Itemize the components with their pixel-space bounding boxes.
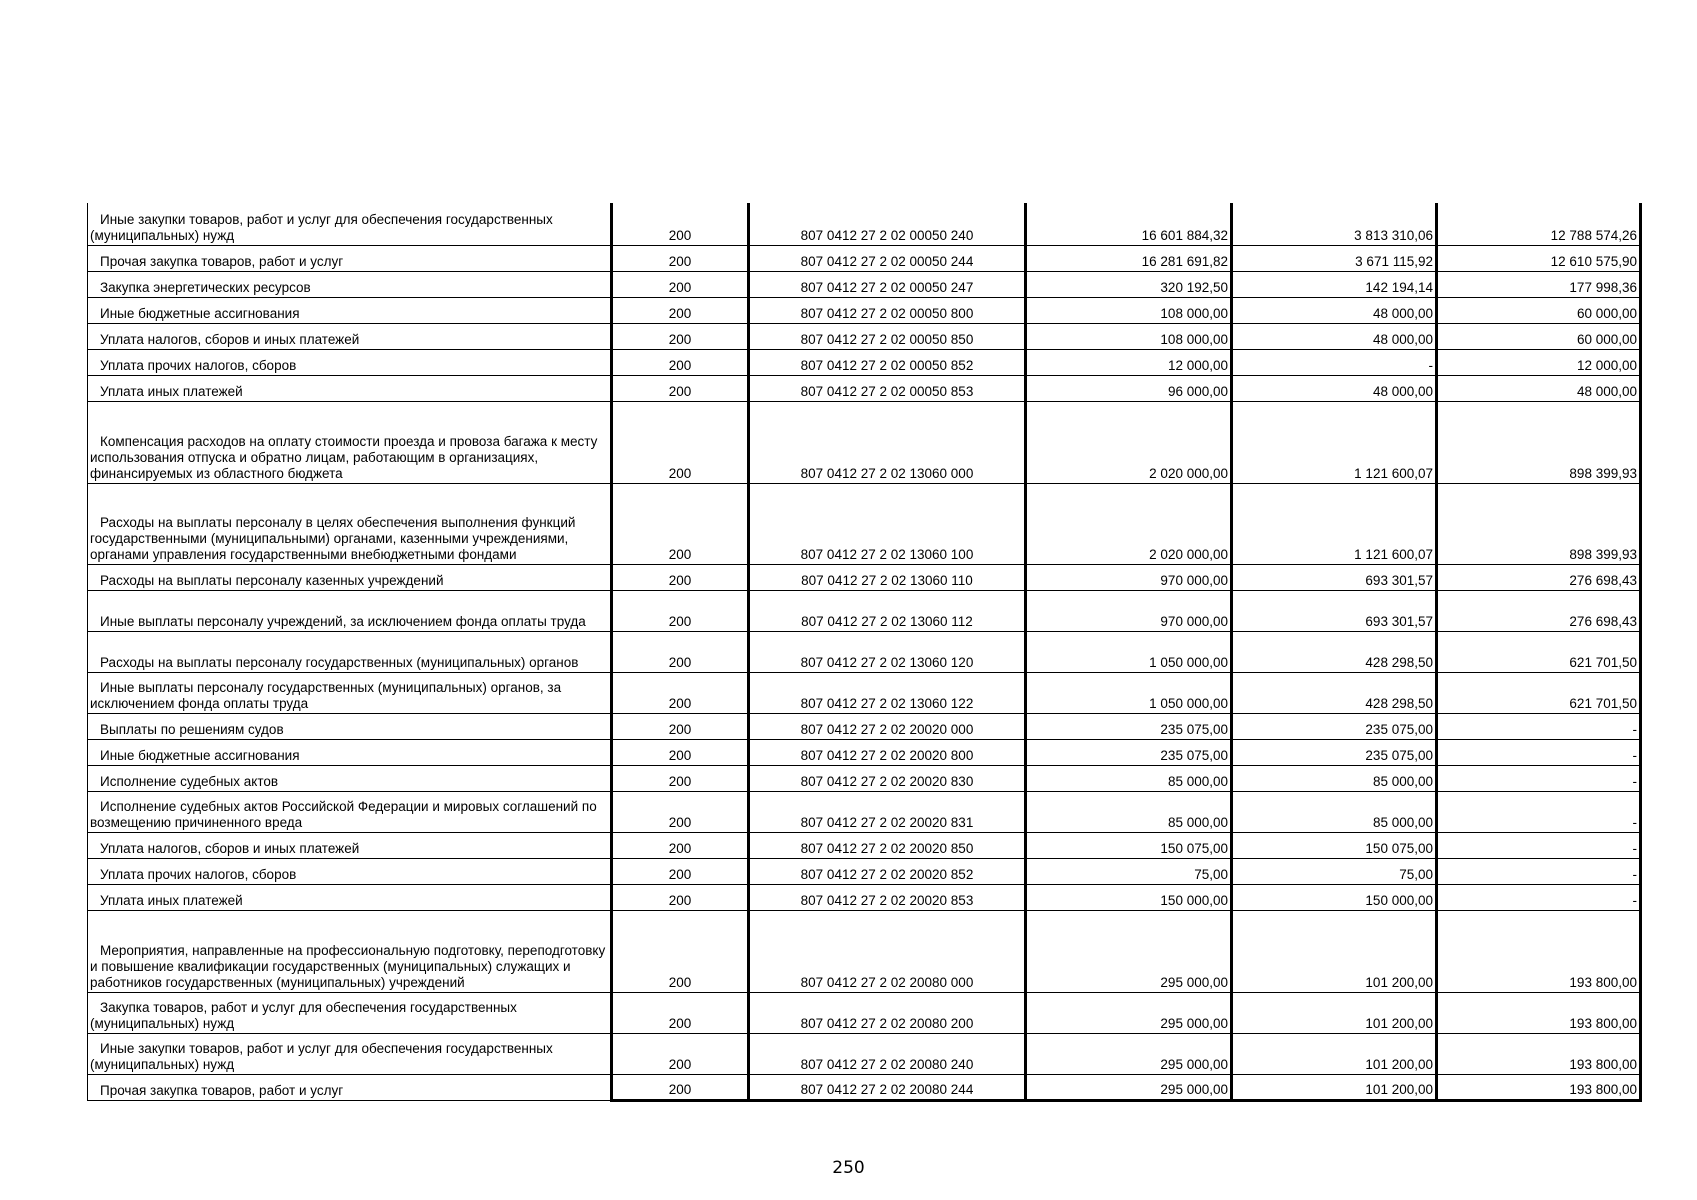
row-budget-code: 807 0412 27 2 02 00050 247 (749, 271, 1026, 297)
row-approved: 295 000,00 (1026, 910, 1232, 992)
row-approved: 85 000,00 (1026, 791, 1232, 832)
row-name: Расходы на выплаты персоналу государственных (муниципальных) органов (88, 631, 612, 672)
table-row (88, 401, 1641, 483)
row-approved: 16 601 884,32 (1026, 203, 1232, 245)
row-name: Исполнение судебных актов Российской Федерации и мировых соглашений по возмещению причиненного вреда (88, 791, 612, 832)
row-budget-code: 807 0412 27 2 02 13060 110 (749, 564, 1026, 590)
row-unexecuted: 12 610 575,90 (1437, 245, 1641, 271)
row-unexecuted: - (1437, 858, 1641, 884)
row-unexecuted: 193 800,00 (1437, 992, 1641, 1033)
row-executed: 101 200,00 (1232, 1074, 1437, 1100)
row-executed: 101 200,00 (1232, 910, 1437, 992)
row-approved: 75,00 (1026, 858, 1232, 884)
row-line-code: 200 (612, 297, 749, 323)
table-row (88, 323, 1641, 349)
row-name: Расходы на выплаты персоналу в целях обеспечения выполнения функций государственными (муниципальными) органами, казенными учреждениями, органами управления государственными внебюджетными фондами (88, 483, 612, 564)
row-approved: 2 020 000,00 (1026, 401, 1232, 483)
row-line-code: 200 (612, 739, 749, 765)
row-name: Закупка энергетических ресурсов (88, 271, 612, 297)
row-executed: 693 301,57 (1232, 590, 1437, 631)
row-executed: 428 298,50 (1232, 672, 1437, 713)
row-budget-code: 807 0412 27 2 02 00050 853 (749, 375, 1026, 401)
row-budget-code: 807 0412 27 2 02 20020 831 (749, 791, 1026, 832)
row-unexecuted: 898 399,93 (1437, 483, 1641, 564)
row-budget-code: 807 0412 27 2 02 20080 000 (749, 910, 1026, 992)
row-executed: 48 000,00 (1232, 323, 1437, 349)
row-name: Закупка товаров, работ и услуг для обеспечения государственных (муниципальных) нужд (88, 992, 612, 1033)
row-name: Иные выплаты персоналу учреждений, за исключением фонда оплаты труда (88, 590, 612, 631)
row-name: Прочая закупка товаров, работ и услуг (88, 245, 612, 271)
row-budget-code: 807 0412 27 2 02 20020 830 (749, 765, 1026, 791)
table-row (88, 1033, 1641, 1074)
row-name: Уплата иных платежей (88, 375, 612, 401)
row-approved: 108 000,00 (1026, 297, 1232, 323)
row-budget-code: 807 0412 27 2 02 00050 852 (749, 349, 1026, 375)
row-budget-code: 807 0412 27 2 02 00050 800 (749, 297, 1026, 323)
row-approved: 150 000,00 (1026, 884, 1232, 910)
table-row (88, 739, 1641, 765)
row-budget-code: 807 0412 27 2 02 20080 200 (749, 992, 1026, 1033)
row-budget-code: 807 0412 27 2 02 13060 120 (749, 631, 1026, 672)
row-unexecuted: 276 698,43 (1437, 590, 1641, 631)
row-budget-code: 807 0412 27 2 02 13060 122 (749, 672, 1026, 713)
table-row (88, 297, 1641, 323)
row-executed: 235 075,00 (1232, 739, 1437, 765)
row-name: Уплата иных платежей (88, 884, 612, 910)
row-executed: 1 121 600,07 (1232, 483, 1437, 564)
row-name: Иные выплаты персоналу государственных (муниципальных) органов, за исключением фонда оплаты труда (88, 672, 612, 713)
row-line-code: 200 (612, 1033, 749, 1074)
row-budget-code: 807 0412 27 2 02 00050 240 (749, 203, 1026, 245)
row-line-code: 200 (612, 1074, 749, 1100)
row-approved: 970 000,00 (1026, 590, 1232, 631)
row-approved: 295 000,00 (1026, 1033, 1232, 1074)
row-budget-code: 807 0412 27 2 02 00050 850 (749, 323, 1026, 349)
row-executed: 75,00 (1232, 858, 1437, 884)
row-budget-code: 807 0412 27 2 02 13060 112 (749, 590, 1026, 631)
row-executed: 235 075,00 (1232, 713, 1437, 739)
row-budget-code: 807 0412 27 2 02 13060 000 (749, 401, 1026, 483)
table-row (88, 203, 1641, 245)
table-row (88, 1074, 1641, 1100)
row-name: Иные закупки товаров, работ и услуг для обеспечения государственных (муниципальных) нужд (88, 203, 612, 245)
row-budget-code: 807 0412 27 2 02 20020 850 (749, 832, 1026, 858)
table-row (88, 884, 1641, 910)
row-approved: 16 281 691,82 (1026, 245, 1232, 271)
row-approved: 150 075,00 (1026, 832, 1232, 858)
row-approved: 12 000,00 (1026, 349, 1232, 375)
row-budget-code: 807 0412 27 2 02 20020 800 (749, 739, 1026, 765)
row-budget-code: 807 0412 27 2 02 00050 244 (749, 245, 1026, 271)
table-row (88, 349, 1641, 375)
row-unexecuted: - (1437, 832, 1641, 858)
row-executed: 101 200,00 (1232, 992, 1437, 1033)
table-row (88, 245, 1641, 271)
row-line-code: 200 (612, 323, 749, 349)
row-unexecuted: 193 800,00 (1437, 1033, 1641, 1074)
row-line-code: 200 (612, 483, 749, 564)
row-executed: 85 000,00 (1232, 765, 1437, 791)
row-line-code: 200 (612, 791, 749, 832)
row-unexecuted: 193 800,00 (1437, 910, 1641, 992)
row-unexecuted: 898 399,93 (1437, 401, 1641, 483)
row-name: Мероприятия, направленные на профессиональную подготовку, переподготовку и повышение квалификации государственных (муниципальных) служащих и работников государственных (муниципальных) учреждений (88, 910, 612, 992)
table-row (88, 791, 1641, 832)
row-name: Расходы на выплаты персоналу казенных учреждений (88, 564, 612, 590)
row-line-code: 200 (612, 910, 749, 992)
row-executed: 142 194,14 (1232, 271, 1437, 297)
row-line-code: 200 (612, 765, 749, 791)
row-line-code: 200 (612, 564, 749, 590)
row-unexecuted: 60 000,00 (1437, 323, 1641, 349)
table-row (88, 910, 1641, 992)
row-line-code: 200 (612, 631, 749, 672)
row-executed: - (1232, 349, 1437, 375)
row-line-code: 200 (612, 858, 749, 884)
row-budget-code: 807 0412 27 2 02 13060 100 (749, 483, 1026, 564)
table-row (88, 992, 1641, 1033)
table-body (88, 203, 1641, 1100)
row-name: Иные бюджетные ассигнования (88, 297, 612, 323)
row-line-code: 200 (612, 832, 749, 858)
row-unexecuted: - (1437, 884, 1641, 910)
row-line-code: 200 (612, 245, 749, 271)
row-unexecuted: 193 800,00 (1437, 1074, 1641, 1100)
row-approved: 2 020 000,00 (1026, 483, 1232, 564)
row-unexecuted: 621 701,50 (1437, 631, 1641, 672)
row-line-code: 200 (612, 401, 749, 483)
row-approved: 235 075,00 (1026, 739, 1232, 765)
row-line-code: 200 (612, 713, 749, 739)
row-name: Иные бюджетные ассигнования (88, 739, 612, 765)
row-budget-code: 807 0412 27 2 02 20080 244 (749, 1074, 1026, 1100)
row-executed: 85 000,00 (1232, 791, 1437, 832)
row-budget-code: 807 0412 27 2 02 20020 000 (749, 713, 1026, 739)
row-unexecuted: 12 788 574,26 (1437, 203, 1641, 245)
row-name: Прочая закупка товаров, работ и услуг (88, 1074, 612, 1100)
row-approved: 295 000,00 (1026, 1074, 1232, 1100)
row-executed: 48 000,00 (1232, 297, 1437, 323)
row-unexecuted: 12 000,00 (1437, 349, 1641, 375)
row-name: Компенсация расходов на оплату стоимости проезда и провоза багажа к месту использования отпуска и обратно лицам, работающим в организациях, финансируемых из областного бюджета (88, 401, 612, 483)
table-row (88, 672, 1641, 713)
row-executed: 1 121 600,07 (1232, 401, 1437, 483)
row-approved: 1 050 000,00 (1026, 672, 1232, 713)
row-line-code: 200 (612, 590, 749, 631)
table-row (88, 375, 1641, 401)
row-line-code: 200 (612, 349, 749, 375)
row-unexecuted: - (1437, 739, 1641, 765)
row-unexecuted: 48 000,00 (1437, 375, 1641, 401)
table-row (88, 631, 1641, 672)
row-approved: 1 050 000,00 (1026, 631, 1232, 672)
row-name: Уплата налогов, сборов и иных платежей (88, 323, 612, 349)
table-row (88, 858, 1641, 884)
page-number: 250 (832, 1158, 865, 1178)
row-line-code: 200 (612, 271, 749, 297)
row-approved: 96 000,00 (1026, 375, 1232, 401)
row-approved: 235 075,00 (1026, 713, 1232, 739)
row-executed: 101 200,00 (1232, 1033, 1437, 1074)
table-row (88, 590, 1641, 631)
row-executed: 150 000,00 (1232, 884, 1437, 910)
row-executed: 150 075,00 (1232, 832, 1437, 858)
table-row (88, 713, 1641, 739)
row-line-code: 200 (612, 884, 749, 910)
row-name: Уплата налогов, сборов и иных платежей (88, 832, 612, 858)
row-unexecuted: 276 698,43 (1437, 564, 1641, 590)
budget-execution-table (87, 203, 1642, 1102)
row-executed: 48 000,00 (1232, 375, 1437, 401)
row-unexecuted: 177 998,36 (1437, 271, 1641, 297)
row-line-code: 200 (612, 375, 749, 401)
row-executed: 428 298,50 (1232, 631, 1437, 672)
row-unexecuted: 621 701,50 (1437, 672, 1641, 713)
row-budget-code: 807 0412 27 2 02 20080 240 (749, 1033, 1026, 1074)
row-name: Уплата прочих налогов, сборов (88, 858, 612, 884)
table-row (88, 832, 1641, 858)
row-budget-code: 807 0412 27 2 02 20020 852 (749, 858, 1026, 884)
row-unexecuted: 60 000,00 (1437, 297, 1641, 323)
table-row (88, 564, 1641, 590)
row-approved: 85 000,00 (1026, 765, 1232, 791)
row-executed: 3 813 310,06 (1232, 203, 1437, 245)
row-line-code: 200 (612, 672, 749, 713)
table-row (88, 765, 1641, 791)
row-line-code: 200 (612, 992, 749, 1033)
row-line-code: 200 (612, 203, 749, 245)
row-name: Выплаты по решениям судов (88, 713, 612, 739)
row-executed: 693 301,57 (1232, 564, 1437, 590)
row-approved: 320 192,50 (1026, 271, 1232, 297)
row-executed: 3 671 115,92 (1232, 245, 1437, 271)
row-approved: 970 000,00 (1026, 564, 1232, 590)
row-name: Иные закупки товаров, работ и услуг для обеспечения государственных (муниципальных) нужд (88, 1033, 612, 1074)
row-unexecuted: - (1437, 713, 1641, 739)
row-name: Исполнение судебных актов (88, 765, 612, 791)
row-name: Уплата прочих налогов, сборов (88, 349, 612, 375)
table-row (88, 271, 1641, 297)
row-unexecuted: - (1437, 765, 1641, 791)
row-approved: 295 000,00 (1026, 992, 1232, 1033)
row-unexecuted: - (1437, 791, 1641, 832)
row-approved: 108 000,00 (1026, 323, 1232, 349)
row-budget-code: 807 0412 27 2 02 20020 853 (749, 884, 1026, 910)
table-row (88, 483, 1641, 564)
